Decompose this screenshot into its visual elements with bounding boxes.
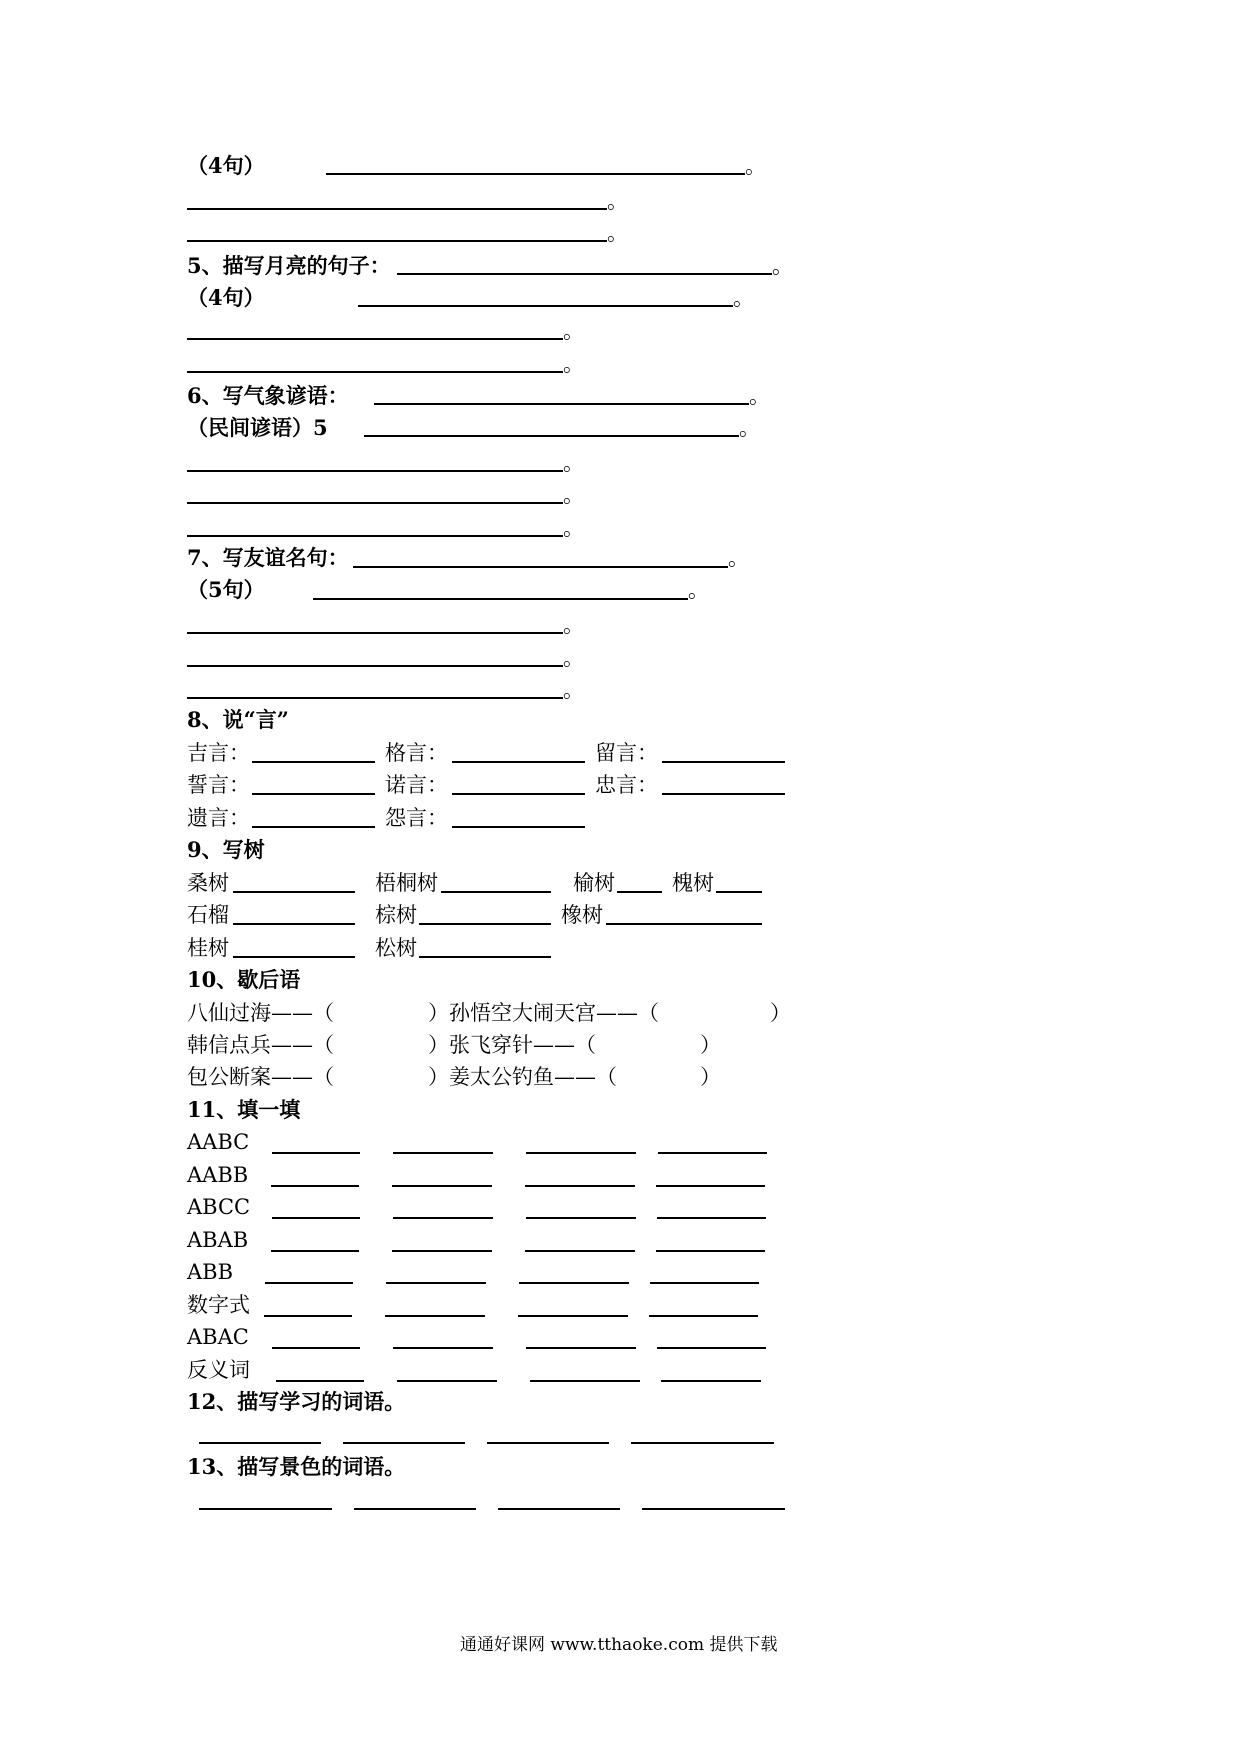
answer-blank[interactable]: [526, 1347, 636, 1349]
answer-blank[interactable]: [419, 956, 551, 958]
answer-blank[interactable]: [452, 826, 585, 828]
answer-blank[interactable]: [498, 1508, 620, 1510]
answer-blank[interactable]: [487, 1442, 609, 1444]
answer-blank[interactable]: [187, 240, 607, 242]
answer-blank[interactable]: [187, 665, 563, 667]
tree-label: 榆树: [573, 871, 615, 895]
answer-blank[interactable]: [662, 761, 785, 763]
tree-label: 松树: [375, 936, 417, 960]
answer-blank[interactable]: [187, 470, 563, 472]
pattern-label: ABAC: [187, 1325, 249, 1349]
s6-title: 6、写气象谚语：: [187, 383, 349, 408]
pattern-label: AABB: [187, 1163, 249, 1187]
word-label: 诺言：: [385, 773, 448, 797]
answer-blank[interactable]: [392, 1185, 492, 1187]
s13-title: 13、描写景色的词语。: [187, 1454, 406, 1479]
answer-blank[interactable]: [199, 1442, 321, 1444]
closing-paren: ）: [770, 1001, 791, 1025]
answer-blank[interactable]: [252, 793, 375, 795]
word-label: 遗言：: [187, 806, 250, 830]
s10-title: 10、歇后语: [187, 967, 301, 992]
tree-label: 棕树: [375, 903, 417, 927]
answer-blank[interactable]: [606, 923, 762, 925]
tree-label: 桂树: [187, 936, 229, 960]
answer-blank[interactable]: [385, 1315, 485, 1317]
answer-blank[interactable]: [187, 502, 563, 504]
answer-blank[interactable]: [452, 761, 585, 763]
answer-blank[interactable]: [526, 1152, 636, 1154]
answer-blank[interactable]: [187, 535, 563, 537]
answer-blank[interactable]: [631, 1442, 774, 1444]
answer-blank[interactable]: [276, 1380, 364, 1382]
answer-blank[interactable]: [393, 1217, 493, 1219]
s4-subtitle: （4句）: [187, 153, 265, 178]
period: 。: [563, 678, 584, 702]
period: 。: [563, 646, 584, 670]
period: 。: [733, 286, 754, 310]
answer-blank[interactable]: [187, 208, 607, 210]
answer-blank[interactable]: [397, 273, 772, 275]
word-label: 怨言：: [385, 806, 448, 830]
answer-blank[interactable]: [187, 371, 563, 373]
pattern-label: ABB: [187, 1260, 234, 1284]
footer-source: 通通好课网 www.tthaoke.com 提供下载: [460, 1635, 778, 1655]
answer-blank[interactable]: [252, 826, 375, 828]
answer-blank[interactable]: [525, 1185, 635, 1187]
xiehouyu-right: ）姜太公钓鱼——（: [428, 1065, 617, 1089]
period: 。: [749, 384, 770, 408]
answer-blank[interactable]: [393, 1152, 493, 1154]
tree-label: 石榴: [187, 903, 229, 927]
s9-title: 9、写树: [187, 837, 265, 862]
answer-blank[interactable]: [530, 1380, 640, 1382]
period: 。: [563, 483, 584, 507]
answer-blank[interactable]: [518, 1315, 628, 1317]
answer-blank[interactable]: [233, 923, 355, 925]
pattern-label: 数字式: [187, 1293, 250, 1317]
period: 。: [563, 319, 584, 343]
xiehouyu-left: 韩信点兵——（: [187, 1033, 334, 1057]
answer-blank[interactable]: [326, 173, 745, 175]
s7-subtitle: （5句）: [187, 577, 265, 602]
answer-blank[interactable]: [525, 1250, 635, 1252]
answer-blank[interactable]: [374, 403, 749, 405]
s5-subtitle: （4句）: [187, 285, 265, 310]
s11-title: 11、填一填: [187, 1097, 301, 1122]
period: 。: [563, 352, 584, 376]
period: 。: [607, 189, 628, 213]
period: 。: [563, 613, 584, 637]
answer-blank[interactable]: [353, 566, 728, 568]
answer-blank[interactable]: [358, 305, 733, 307]
answer-blank[interactable]: [661, 1380, 761, 1382]
xiehouyu-right: ）孙悟空大闹天宫——（: [428, 1001, 659, 1025]
closing-paren: ）: [700, 1065, 721, 1089]
answer-blank[interactable]: [656, 1185, 765, 1187]
answer-blank[interactable]: [452, 793, 585, 795]
answer-blank[interactable]: [252, 761, 375, 763]
tree-label: 橡树: [561, 903, 603, 927]
period: 。: [563, 516, 584, 540]
answer-blank[interactable]: [519, 1282, 629, 1284]
s8-title: 8、说“言”: [187, 707, 289, 732]
word-label: 誓言：: [187, 773, 250, 797]
answer-blank[interactable]: [343, 1442, 465, 1444]
tree-label: 桑树: [187, 871, 229, 895]
answer-blank[interactable]: [657, 1347, 766, 1349]
answer-blank[interactable]: [642, 1508, 785, 1510]
pattern-label: ABAB: [187, 1228, 249, 1252]
period: 。: [607, 221, 628, 245]
answer-blank[interactable]: [364, 435, 739, 437]
answer-blank[interactable]: [650, 1282, 759, 1284]
answer-blank[interactable]: [233, 956, 355, 958]
answer-blank[interactable]: [649, 1315, 758, 1317]
answer-blank[interactable]: [271, 1250, 359, 1252]
answer-blank[interactable]: [656, 1250, 765, 1252]
word-label: 忠言：: [595, 773, 658, 797]
word-label: 吉言：: [187, 741, 250, 765]
answer-blank[interactable]: [272, 1347, 360, 1349]
answer-blank[interactable]: [716, 891, 762, 893]
period: 。: [728, 546, 749, 570]
pattern-label: 反义词: [187, 1358, 250, 1382]
answer-blank[interactable]: [662, 793, 785, 795]
xiehouyu-right: ）张飞穿针——（: [428, 1033, 596, 1057]
answer-blank[interactable]: [526, 1217, 636, 1219]
word-label: 格言：: [385, 741, 448, 765]
answer-blank[interactable]: [271, 1185, 359, 1187]
closing-paren: ）: [700, 1033, 721, 1057]
pattern-label: ABCC: [187, 1195, 251, 1219]
answer-blank[interactable]: [441, 891, 551, 893]
s7-title: 7、写友谊名句：: [187, 545, 349, 570]
answer-blank[interactable]: [354, 1508, 476, 1510]
answer-blank[interactable]: [233, 891, 355, 893]
answer-blank[interactable]: [272, 1152, 360, 1154]
xiehouyu-left: 包公断案——（: [187, 1065, 334, 1089]
answer-blank[interactable]: [187, 697, 563, 699]
period: 。: [688, 578, 709, 602]
answer-blank[interactable]: [657, 1217, 766, 1219]
answer-blank[interactable]: [265, 1282, 353, 1284]
s5-title: 5、描写月亮的句子：: [187, 253, 391, 278]
s12-title: 12、描写学习的词语。: [187, 1389, 406, 1414]
period: 。: [745, 154, 766, 178]
answer-blank[interactable]: [392, 1250, 492, 1252]
answer-blank[interactable]: [397, 1380, 497, 1382]
answer-blank[interactable]: [272, 1217, 360, 1219]
answer-blank[interactable]: [393, 1347, 493, 1349]
answer-blank[interactable]: [199, 1508, 332, 1510]
answer-blank[interactable]: [313, 598, 688, 600]
answer-blank[interactable]: [658, 1152, 767, 1154]
answer-blank[interactable]: [187, 632, 563, 634]
period: 。: [563, 451, 584, 475]
answer-blank[interactable]: [187, 338, 563, 340]
answer-blank[interactable]: [419, 923, 551, 925]
answer-blank[interactable]: [264, 1315, 352, 1317]
word-label: 留言：: [595, 741, 658, 765]
tree-label: 槐树: [672, 871, 714, 895]
xiehouyu-left: 八仙过海——（: [187, 1001, 334, 1025]
s6-subtitle: （民间谚语）5: [187, 415, 328, 440]
answer-blank[interactable]: [617, 891, 662, 893]
answer-blank[interactable]: [386, 1282, 486, 1284]
tree-label: 梧桐树: [375, 871, 438, 895]
period: 。: [739, 416, 760, 440]
period: 。: [772, 254, 793, 278]
pattern-label: AABC: [187, 1130, 250, 1154]
